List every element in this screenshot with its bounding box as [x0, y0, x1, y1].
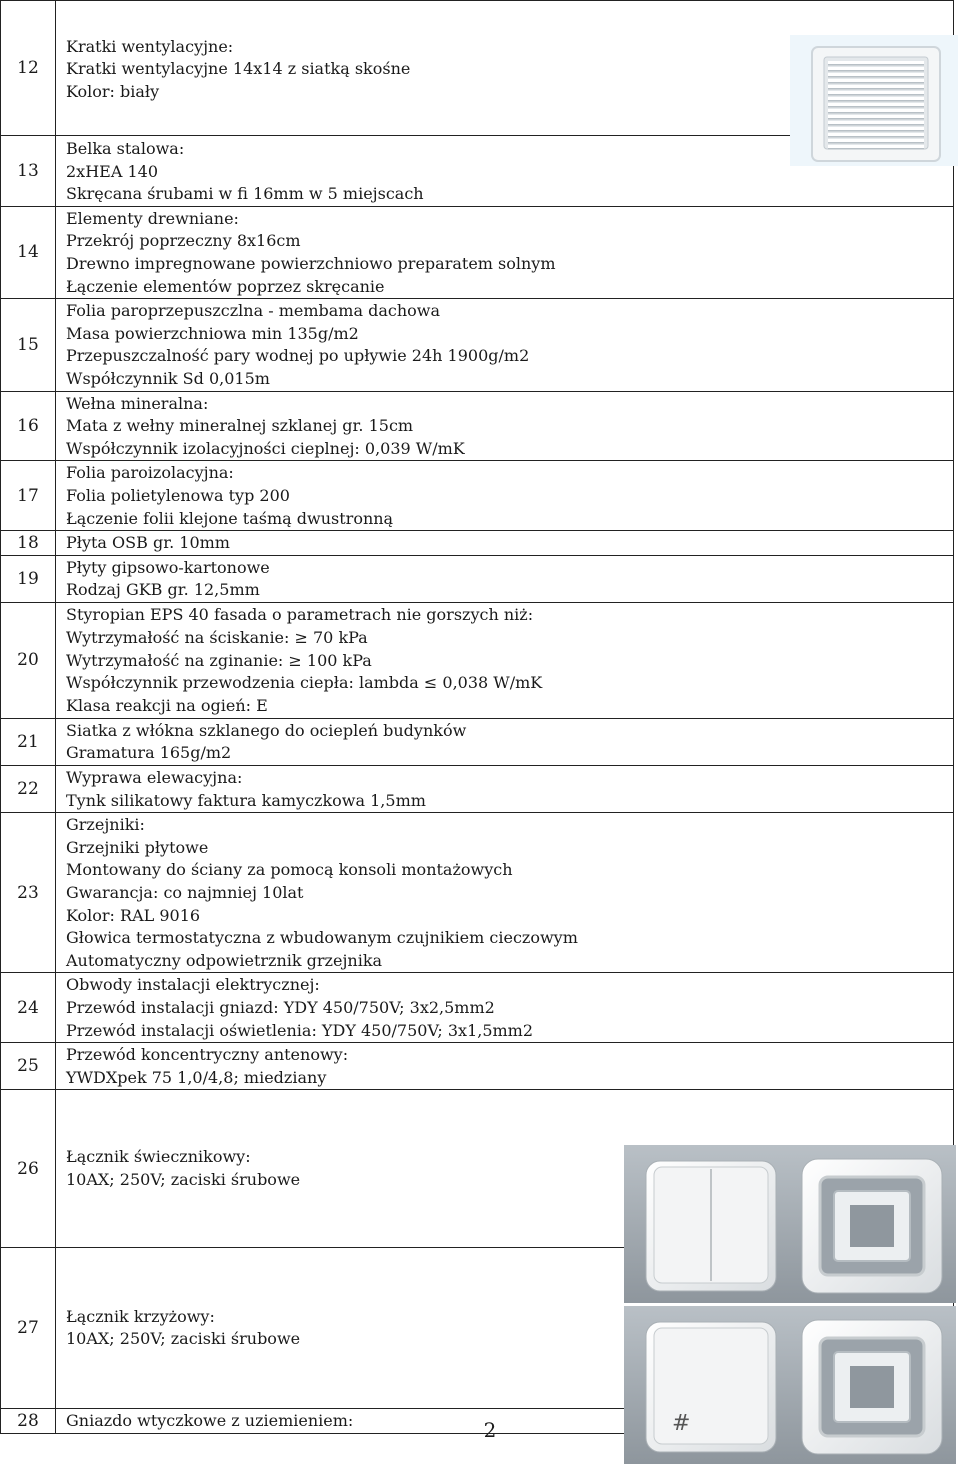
description-line: Elementy drewniane:	[66, 208, 239, 228]
table-row	[1, 299, 954, 391]
table-row	[1, 973, 954, 1043]
table-row	[1, 718, 954, 765]
row-number: 16	[1, 391, 56, 461]
description-line: Płyta OSB gr. 10mm	[66, 533, 230, 553]
row-number: 14	[1, 206, 56, 298]
table-row	[1, 555, 954, 602]
table-row	[1, 813, 954, 973]
row-description	[56, 1090, 954, 1248]
description-line: Grzejniki:	[66, 815, 145, 835]
page-number: 2	[483, 1418, 497, 1442]
description-line: Gramatura 165g/m2	[66, 743, 232, 763]
description-line: Współczynnik Sd 0,015m	[66, 368, 270, 388]
row-number: 19	[1, 555, 56, 602]
row-number: 27	[1, 1248, 56, 1409]
row-number: 17	[1, 461, 56, 531]
row-number: 21	[1, 718, 56, 765]
description-line: Współczynnik izolacyjności cieplnej: 0,039 W/mK	[66, 438, 465, 458]
description-line: Łączenie folii klejone taśmą dwustronną	[66, 508, 394, 528]
row-description	[56, 602, 954, 718]
table-row	[1, 206, 954, 298]
description-line: Płyty gipsowo-kartonowe	[66, 557, 270, 577]
row-number: 20	[1, 602, 56, 718]
row-description	[56, 813, 954, 973]
description-line: Kolor: RAL 9016	[66, 905, 201, 925]
row-description	[56, 531, 954, 556]
row-description	[56, 555, 954, 602]
row-description	[56, 718, 954, 765]
description-line: Przewód instalacji oświetlenia: YDY 450/750V; 3x1,5mm2	[66, 1020, 534, 1040]
description-line: Rodzaj GKB gr. 12,5mm	[66, 580, 260, 600]
chandelier-switch-icon	[624, 1145, 956, 1303]
description-line: 2xHEA 140	[66, 161, 159, 181]
table-row	[1, 602, 954, 718]
description-line: Łącznik świecznikowy:	[66, 1147, 251, 1167]
description-line: YWDXpek 75 1,0/4,8; miedziany	[66, 1067, 327, 1087]
row-number: 28	[1, 1409, 56, 1434]
table-row	[1, 766, 954, 813]
row-description	[56, 136, 954, 207]
description-line: Łącznik krzyżowy:	[66, 1306, 215, 1326]
row-description	[56, 1043, 954, 1090]
description-line: Współczynnik przewodzenia ciepła: lambda ≤ 0,038 W/mK	[66, 673, 543, 693]
row-description	[56, 766, 954, 813]
table-row	[1, 1090, 954, 1248]
row-number: 13	[1, 136, 56, 207]
description-line: Kolor: biały	[66, 81, 160, 101]
row-number: 15	[1, 299, 56, 391]
table-row	[1, 1043, 954, 1090]
row-description	[56, 1, 954, 136]
description-line: Obwody instalacji elektrycznej:	[66, 975, 320, 995]
row-number: 26	[1, 1090, 56, 1248]
description-line: Siatka z włókna szklanego do ociepleń budynków	[66, 720, 467, 740]
chandelier-switch-image	[624, 1145, 956, 1310]
row-description	[56, 206, 954, 298]
description-line: Klasa reakcji na ogień: E	[66, 695, 268, 715]
row-description	[56, 391, 954, 461]
description-line: 10AX; 250V; zaciski śrubowe	[66, 1329, 301, 1349]
table-row	[1, 531, 954, 556]
row-description	[56, 299, 954, 391]
description-line: Przekrój poprzeczny 8x16cm	[66, 231, 301, 251]
description-line: Wełna mineralna:	[66, 393, 209, 413]
description-line: Przewód instalacji gniazd: YDY 450/750V; 3x2,5mm2	[66, 998, 495, 1017]
description-line: Wytrzymałość na ściskanie: ≥ 70 kPa	[66, 627, 368, 647]
description-line: Tynk silikatowy faktura kamyczkowa 1,5mm	[66, 790, 426, 810]
row-description	[56, 973, 954, 1043]
row-number: 18	[1, 531, 56, 556]
row-number: 24	[1, 973, 56, 1043]
table-row	[1, 461, 954, 531]
row-number: 22	[1, 766, 56, 813]
description-line: Wytrzymałość na zginanie: ≥ 100 kPa	[66, 650, 372, 670]
table-row	[1, 1, 954, 136]
description-line: Mata z wełny mineralnej szklanej gr. 15cm	[66, 416, 414, 436]
description-line: Kratki wentylacyjne 14x14 z siatką skośne	[66, 59, 411, 79]
description-line: Grzejniki płytowe	[66, 837, 209, 857]
description-line: Automatyczny odpowietrznik grzejnika	[66, 950, 383, 970]
description-line: Przewód koncentryczny antenowy:	[66, 1045, 349, 1065]
table-row	[1, 136, 954, 207]
description-line: Wyprawa elewacyjna:	[66, 768, 243, 788]
table-row	[1, 391, 954, 461]
cross-switch-image	[624, 1306, 956, 1470]
description-line: Drewno impregnowane powierzchniowo preparatem solnym	[66, 253, 556, 273]
description-line: Głowica termostatyczna z wbudowanym czujnikiem cieczowym	[66, 928, 578, 948]
row-number: 23	[1, 813, 56, 973]
description-line: Folia polietylenowa typ 200	[66, 485, 290, 505]
description-line: Gwarancja: co najmniej 10lat	[66, 883, 304, 903]
description-line: Skręcana śrubami w fi 16mm w 5 miejscach	[66, 184, 424, 204]
row-number: 12	[1, 1, 56, 136]
description-line: Folia paroizolacyjna:	[66, 463, 234, 483]
description-line: Belka stalowa:	[66, 139, 185, 158]
description-line: Montowany do ściany za pomocą konsoli montażowych	[66, 860, 513, 880]
description-line: Kratki wentylacyjne:	[66, 36, 234, 56]
svg-text:#: #	[672, 1410, 691, 1436]
description-line: Masa powierzchniowa min 135g/m2	[66, 323, 359, 343]
description-line: 10AX; 250V; zaciski śrubowe	[66, 1169, 301, 1189]
description-line: Przepuszczalność pary wodnej po upływie 24h 1900g/m2	[66, 346, 530, 366]
description-line: Gniazdo wtyczkowe z uziemieniem:	[66, 1411, 354, 1431]
row-description	[56, 461, 954, 531]
description-line: Folia paroprzepuszczlna - membama dachowa	[66, 301, 440, 321]
row-number: 25	[1, 1043, 56, 1090]
description-line: Styropian EPS 40 fasada o parametrach nie gorszych niż:	[66, 605, 534, 625]
description-line: Łączenie elementów poprzez skręcanie	[66, 276, 385, 296]
